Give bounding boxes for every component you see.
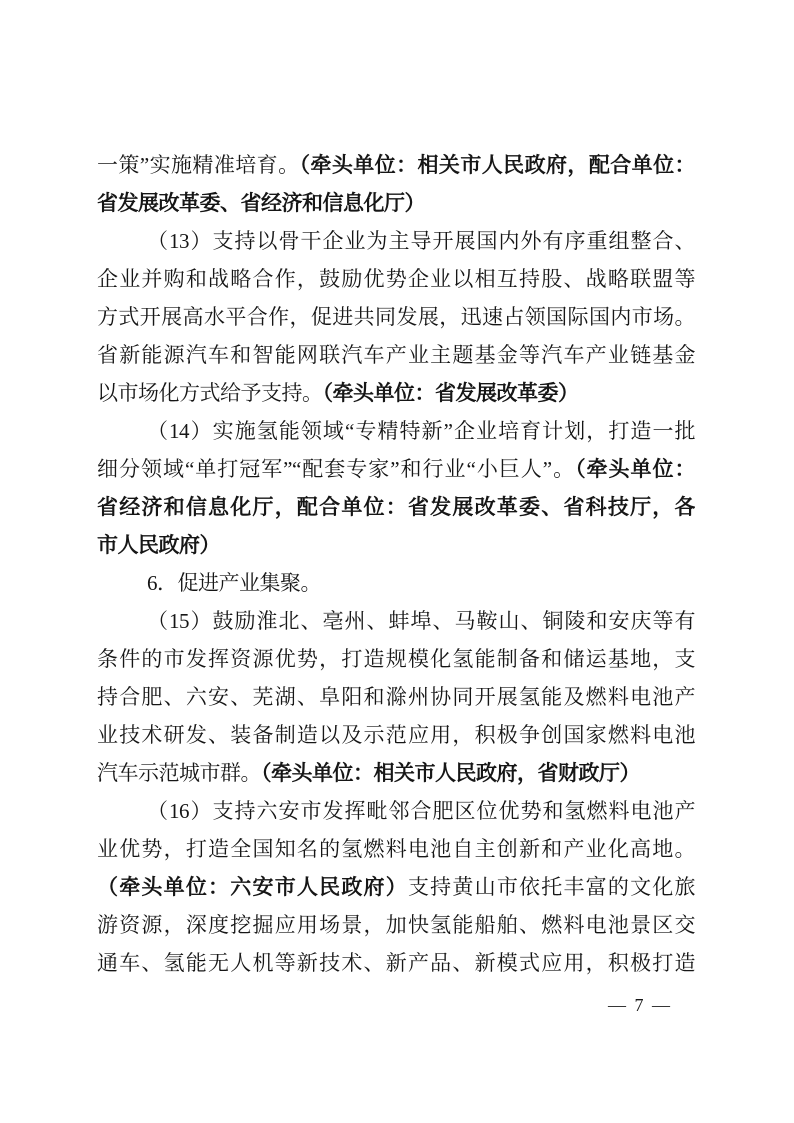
body-text: 条件的市发挥资源优势，打造规模化氢能制备和储运基地，支: [97, 647, 695, 671]
body-text: 细分领域“单打冠军”“配套专家”和行业“小巨人”。: [97, 457, 576, 481]
doc-line: [97, 944, 695, 982]
body-text: 省新能源汽车和智能网联汽车产业主题基金等汽车产业链基金: [97, 343, 695, 367]
body-text: 游资源，深度挖掘应用场景，加快氢能船舶、燃料电池景区交: [97, 913, 695, 937]
doc-line: [97, 526, 695, 564]
lead-unit-annotation: 省经济和信息化厅，配合单位：省发展改革委、省科技厅，各: [97, 495, 695, 519]
body-text: 一策”实施精准培育。: [97, 153, 300, 177]
doc-line: [97, 488, 695, 526]
lead-unit-annotation: （牵头单位：省发展改革委）: [322, 381, 579, 405]
doc-line: [97, 146, 695, 184]
doc-line: [97, 450, 695, 488]
body-text: 方式开展高水平合作，促进共同发展，迅速占领国际国内市场。: [97, 305, 695, 329]
body-text: （14）实施氢能领域“专精特新”企业培育计划，打造一批: [147, 419, 695, 443]
body-text: （13）支持以骨干企业为主导开展国内外有序重组整合、: [147, 229, 695, 253]
body-text: 汽车示范城市群。: [97, 761, 261, 785]
section-heading: 6．促进产业集聚。: [147, 571, 321, 595]
doc-line: [97, 260, 695, 298]
doc-line: [97, 678, 695, 716]
doc-line: [97, 298, 695, 336]
doc-line: [97, 792, 695, 830]
lead-unit-annotation: 省发展改革委、省经济和信息化厅）: [97, 191, 425, 215]
document-body: [97, 146, 695, 982]
doc-line: [97, 830, 695, 868]
doc-line: [97, 716, 695, 754]
body-text: （15）鼓励淮北、亳州、蚌埠、马鞍山、铜陵和安庆等有: [147, 609, 695, 633]
body-text: 企业并购和战略合作，鼓励优势企业以相互持股、战略联盟等: [97, 267, 695, 291]
lead-unit-annotation: （牵头单位：相关市人民政府，配合单位：: [299, 153, 695, 177]
body-text: 业优势，打造全国知名的氢燃料电池自主创新和产业化高地。: [97, 837, 695, 861]
doc-line: [97, 906, 695, 944]
doc-line: [97, 374, 695, 412]
body-text: 通车、氢能无人机等新技术、新产品、新模式应用，积极打造: [97, 951, 695, 975]
doc-line: [97, 868, 695, 906]
lead-unit-annotation: （牵头单位：相关市人民政府，省财政厅）: [261, 761, 640, 785]
doc-line: [97, 184, 695, 222]
page-number: — 7 —: [608, 995, 672, 1015]
body-text: 业技术研发、装备制造以及示范应用，积极争创国家燃料电池: [97, 723, 695, 747]
doc-line: [97, 754, 695, 792]
doc-line: [97, 640, 695, 678]
lead-unit-annotation: （牵头单位：六安市人民政府）: [97, 875, 408, 899]
doc-line: [97, 412, 695, 450]
lead-unit-annotation: 市人民政府）: [97, 533, 220, 557]
doc-line: [97, 564, 695, 602]
body-text: 以市场化方式给予支持。: [97, 381, 323, 405]
body-text: 支持黄山市依托丰富的文化旅: [407, 875, 695, 899]
doc-line: [97, 336, 695, 374]
doc-line: [97, 222, 695, 260]
doc-line: [97, 602, 695, 640]
lead-unit-annotation: （牵头单位：: [575, 457, 695, 481]
body-text: （16）支持六安市发挥毗邻合肥区位优势和氢燃料电池产: [147, 799, 695, 823]
body-text: 持合肥、六安、芜湖、阜阳和滁州协同开展氢能及燃料电池产: [97, 685, 695, 709]
